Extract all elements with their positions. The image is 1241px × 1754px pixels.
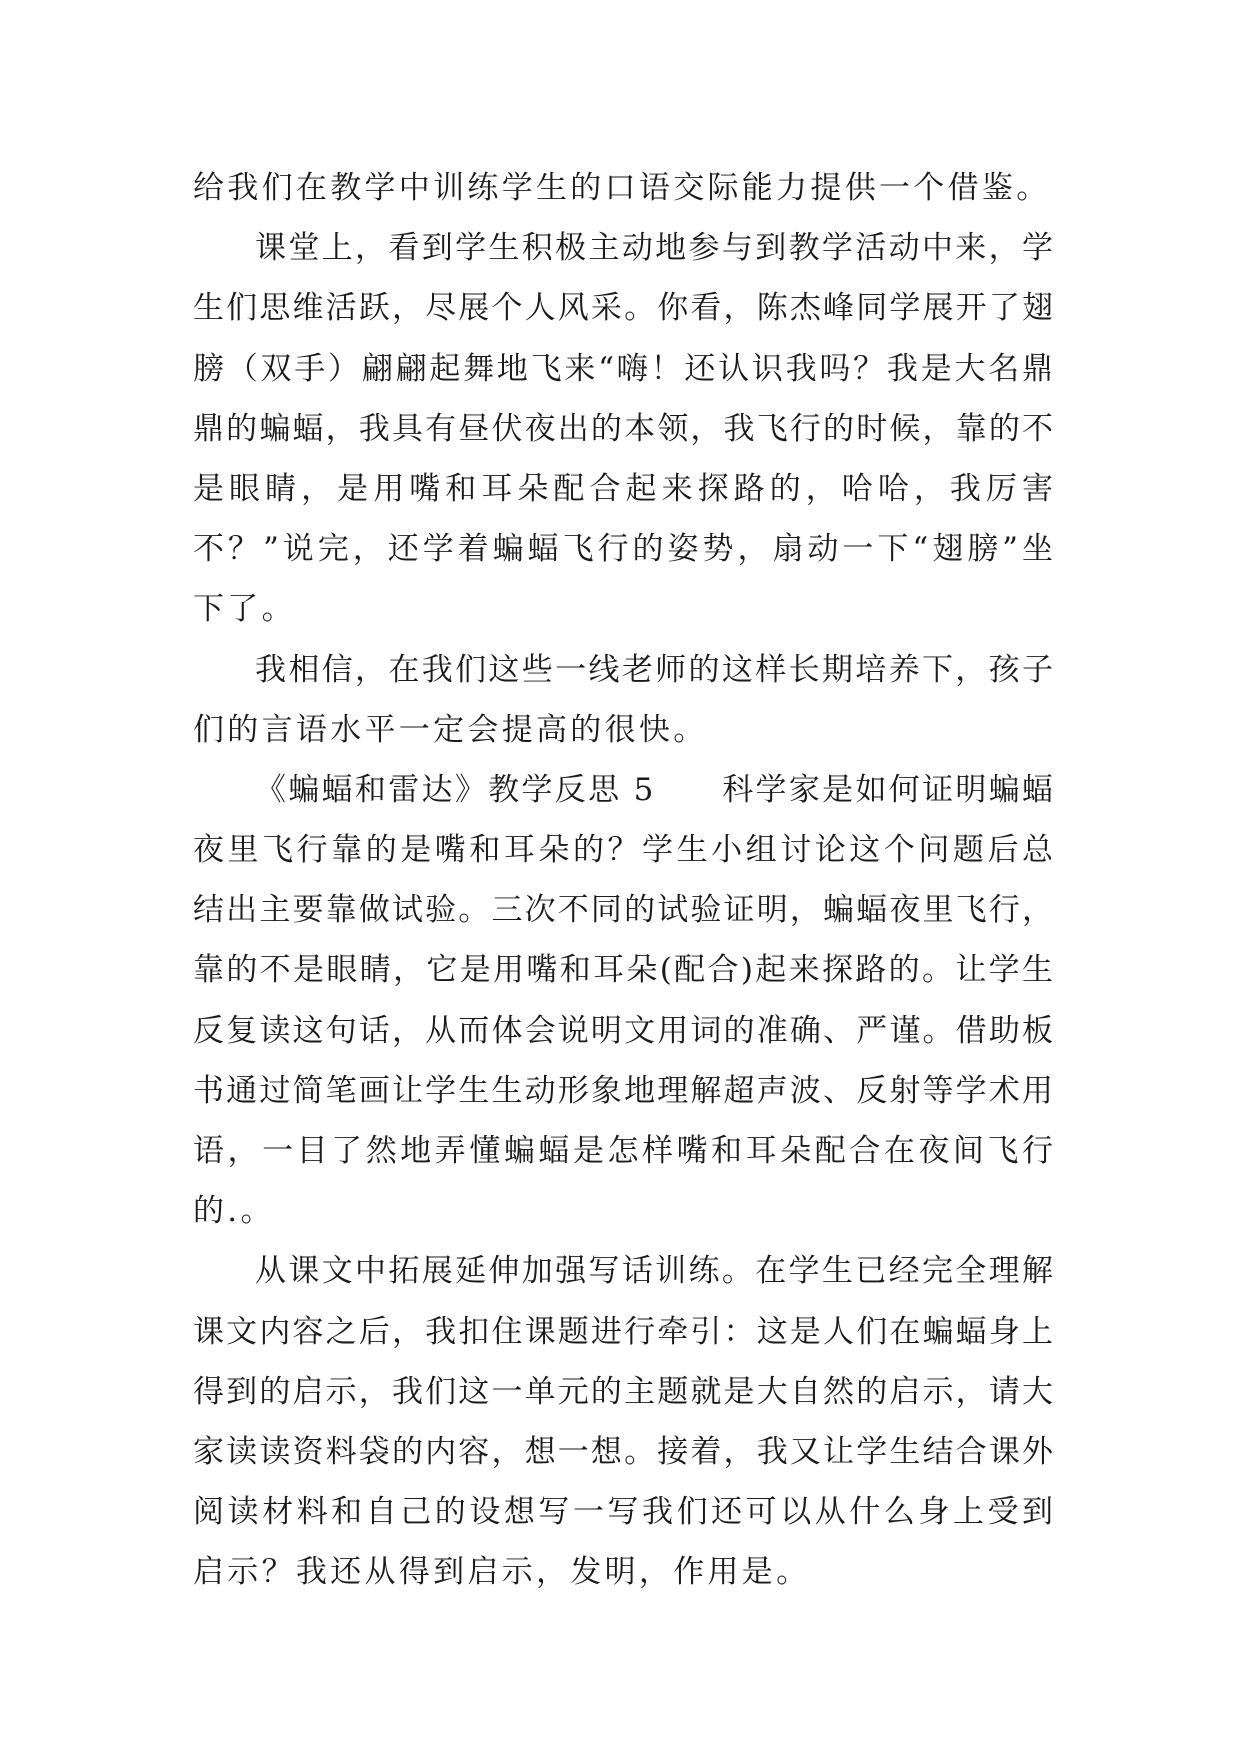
text-line: 们的言语水平一定会提高的很快。 [193,711,708,748]
text-line: 膀（双手）翩翩起舞地飞来“嗨！还认识我吗？我是大名鼎 [193,350,1053,387]
text-line: 下了。 [193,591,296,628]
text-line: 从课文中拓展延伸加强写话训练。在学生已经完全理解 [255,1253,1053,1290]
text-line: 阅读材料和自己的设想写一写我们还可以从什么身上受到 [193,1494,1053,1531]
text-line: 结出主要靠做试验。三次不同的试验证明，蝙蝠夜里飞行， [193,892,1053,929]
text-line: 夜里飞行靠的是嘴和耳朵的？学生小组讨论这个问题后总 [193,832,1053,869]
text-line: 是眼睛，是用嘴和耳朵配合起来探路的，哈哈，我厉害 [193,470,1053,507]
text-line: 不？”说完，还学着蝙蝠飞行的姿势，扇动一下“翅膀”坐 [193,531,1053,568]
text-line: 给我们在教学中训练学生的口语交际能力提供一个借鉴。 [193,170,1051,206]
text-line: 课文内容之后，我扣住课题进行牵引：这是人们在蝙蝠身上 [193,1313,1053,1350]
text-line: 语，一目了然地弄懂蝙蝠是怎样嘴和耳朵配合在夜间飞行 [193,1133,1053,1169]
text-line: 生们思维活跃，尽展个人风采。你看，陈杰峰同学展开了翅 [193,290,1053,327]
text-line: 我相信，在我们这些一线老师的这样长期培养下，孩子 [255,651,1053,688]
text-line: 靠的不是眼睛，它是用嘴和耳朵(配合)起来探路的。让学生 [193,952,1053,989]
text-line: 家读读资料袋的内容，想一想。接着，我又让学生结合课外 [193,1433,1053,1470]
text-line: 《蝙蝠和雷达》教学反思 5 科学家是如何证明蝙蝠 [255,771,1053,808]
text-line: 书通过简笔画让学生生动形象地理解超声波、反射等学术用 [193,1072,1053,1109]
text-line: 鼎的蝙蝠，我具有昼伏夜出的本领，我飞行的时候，靠的不 [193,410,1053,447]
text-line: 启示？我还从得到启示，发明，作用是。 [193,1554,811,1591]
text-line: 课堂上，看到学生积极主动地参与到教学活动中来，学 [255,230,1053,267]
text-line: 得到的启示，我们这一单元的主题就是大自然的启示，请大 [193,1373,1053,1410]
body-text [193,158,1053,1603]
text-line: 反复读这句话，从而体会说明文用词的准确、严谨。借助板 [193,1012,1053,1049]
text-line: 的.。 [193,1193,275,1230]
